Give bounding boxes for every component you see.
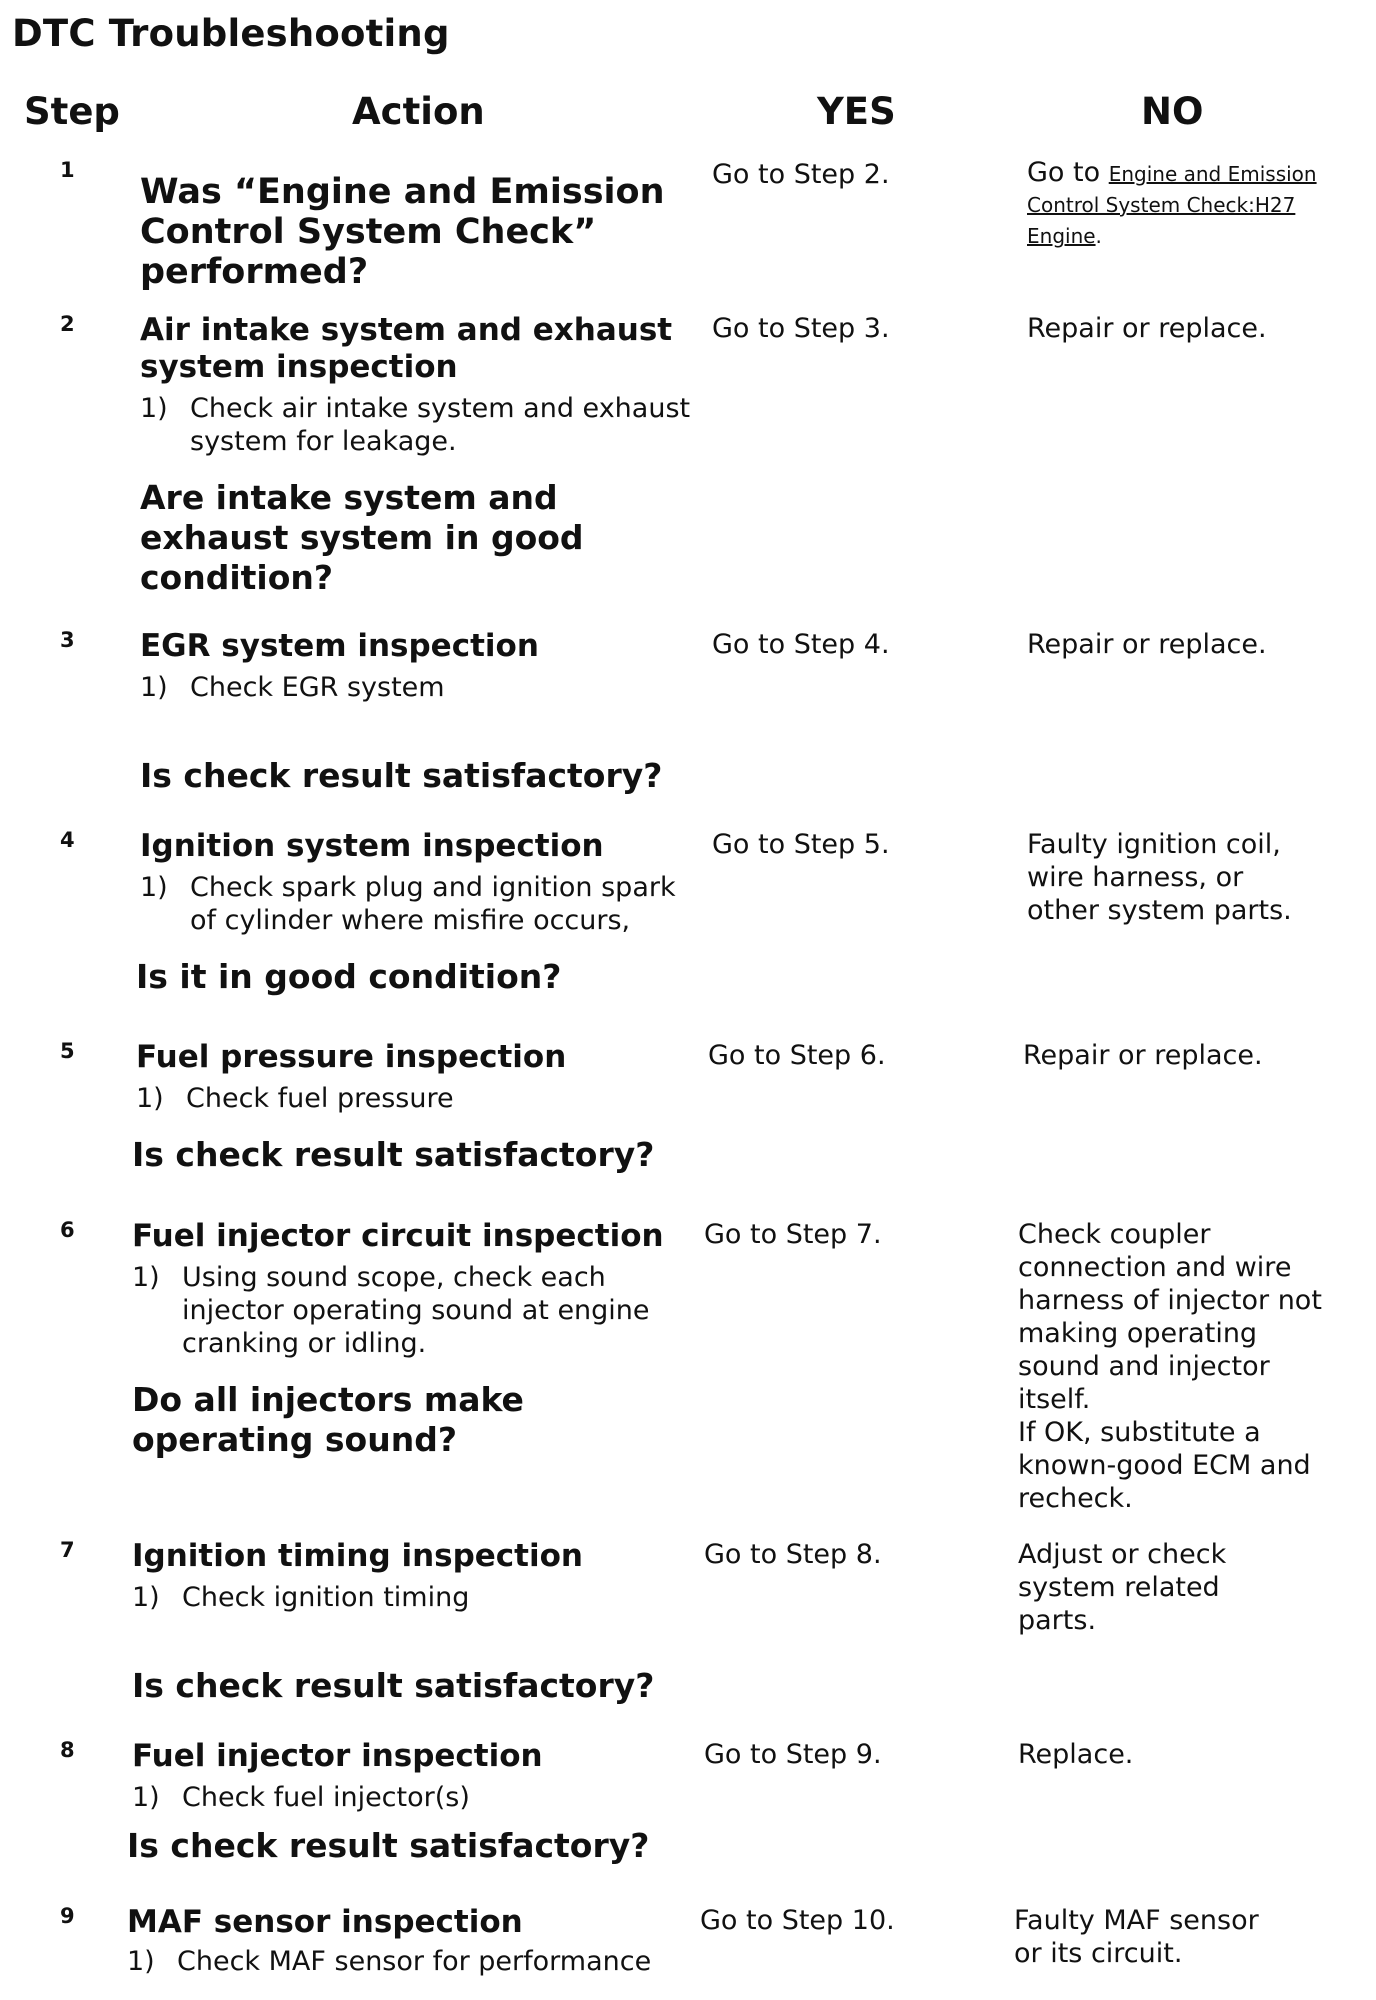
step-heading: Ignition system inspection xyxy=(140,828,604,864)
substep-number: 1) xyxy=(140,872,168,903)
step-heading: Fuel injector inspection xyxy=(132,1738,543,1774)
step-action xyxy=(127,1904,687,1978)
engine-check-link[interactable]: Engine and Emission Control System Check:H27 Engine xyxy=(1027,162,1317,248)
step-substep xyxy=(140,392,700,458)
substep-number: 1) xyxy=(136,1083,164,1114)
substep-text: Using sound scope, check each injector operating sound at engine cranking or idling. xyxy=(182,1262,650,1359)
substep-text: Check fuel pressure xyxy=(186,1083,454,1114)
step-heading: Ignition timing inspection xyxy=(132,1538,583,1574)
no-text: Faulty ignition coil, wire harness, or other system parts. xyxy=(1027,829,1292,926)
step-substep xyxy=(132,1781,692,1814)
step-number: 4 xyxy=(60,828,75,852)
step-question: Are intake system and exhaust system in good condition? xyxy=(140,478,584,597)
step-substep xyxy=(127,1945,687,1978)
yes-link[interactable]: Go to Step 7. xyxy=(704,1219,882,1250)
substep-number: 1) xyxy=(132,1262,160,1293)
header-step: Step xyxy=(24,90,120,133)
step-heading: Fuel injector circuit inspection xyxy=(132,1218,664,1254)
no-text: Adjust or check system related parts. xyxy=(1018,1539,1227,1636)
no-cell xyxy=(1018,1218,1328,1515)
substep-number: 1) xyxy=(132,1782,160,1813)
step-heading: Air intake system and exhaust system inspection xyxy=(140,312,673,385)
substep-text: Check EGR system xyxy=(190,672,445,703)
no-text: Check coupler connection and wire harness of injector not making operating sound and injector itself. xyxy=(1018,1219,1322,1415)
step-question: Is check result satisfactory? xyxy=(127,1826,650,1865)
no-text: Repair or replace. xyxy=(1027,629,1267,660)
header-action: Action xyxy=(352,90,485,133)
no-text-2: If OK, substitute a known-good ECM and recheck. xyxy=(1018,1417,1311,1514)
step-heading: MAF sensor inspection xyxy=(127,1904,523,1940)
step-action xyxy=(132,1538,692,1706)
no-suffix: . xyxy=(1095,224,1102,248)
step-number: 6 xyxy=(60,1218,75,1242)
no-cell xyxy=(1027,158,1327,251)
step-question: Was “Engine and Emission Control System Check” performed? xyxy=(140,172,665,292)
substep-number: 1) xyxy=(127,1946,155,1977)
step-number: 3 xyxy=(60,628,75,652)
step-question: Is it in good condition? xyxy=(136,957,562,996)
step-substep xyxy=(132,1261,672,1360)
yes-link[interactable]: Go to Step 3. xyxy=(712,313,890,344)
header-no: NO xyxy=(1141,90,1204,133)
step-number: 8 xyxy=(60,1738,75,1762)
substep-text: Check ignition timing xyxy=(182,1582,470,1613)
yes-link[interactable]: Go to Step 4. xyxy=(712,629,890,660)
substep-number: 1) xyxy=(132,1582,160,1613)
substep-number: 1) xyxy=(140,393,168,424)
no-text: Faulty MAF sensor or its circuit. xyxy=(1014,1905,1259,1969)
page-title: DTC Troubleshooting xyxy=(12,12,450,55)
step-question: Is check result satisfactory? xyxy=(132,1135,655,1174)
no-text: Repair or replace. xyxy=(1027,313,1267,344)
step-number: 1 xyxy=(60,158,75,182)
yes-link[interactable]: Go to Step 5. xyxy=(712,829,890,860)
no-text: Replace. xyxy=(1018,1739,1134,1770)
step-action xyxy=(140,628,700,796)
step-action xyxy=(127,1738,692,1866)
step-question: Is check result satisfactory? xyxy=(132,1666,655,1705)
yes-link[interactable]: Go to Step 9. xyxy=(704,1739,882,1770)
step-substep xyxy=(140,671,700,704)
step-number: 7 xyxy=(60,1538,75,1562)
substep-text: Check air intake system and exhaust system for leakage. xyxy=(190,393,691,457)
step-action xyxy=(132,1039,696,1175)
yes-link[interactable]: Go to Step 10. xyxy=(700,1905,895,1936)
substep-text: Check MAF sensor for performance xyxy=(177,1946,652,1977)
step-heading: EGR system inspection xyxy=(140,628,539,664)
substep-text: Check fuel injector(s) xyxy=(182,1782,470,1813)
step-action xyxy=(140,312,700,598)
step-question: Do all injectors make operating sound? xyxy=(132,1380,524,1459)
step-number: 9 xyxy=(60,1904,75,1928)
step-action xyxy=(140,172,700,292)
step-action xyxy=(136,828,700,997)
yes-link[interactable]: Go to Step 6. xyxy=(708,1040,886,1071)
substep-number: 1) xyxy=(140,672,168,703)
step-number: 5 xyxy=(60,1039,75,1063)
yes-link[interactable]: Go to Step 2. xyxy=(712,159,890,190)
step-number: 2 xyxy=(60,312,75,336)
step-action xyxy=(132,1218,672,1460)
no-text: Repair or replace. xyxy=(1023,1040,1263,1071)
step-substep xyxy=(136,1082,696,1115)
yes-link[interactable]: Go to Step 8. xyxy=(704,1539,882,1570)
step-substep xyxy=(132,1581,692,1614)
no-prefix: Go to xyxy=(1027,157,1109,188)
substep-text: Check spark plug and ignition spark of cylinder where misfire occurs, xyxy=(190,872,676,936)
header-yes: YES xyxy=(817,90,896,133)
step-question: Is check result satisfactory? xyxy=(140,756,663,795)
step-substep xyxy=(140,871,700,937)
step-heading: Fuel pressure inspection xyxy=(136,1039,567,1075)
